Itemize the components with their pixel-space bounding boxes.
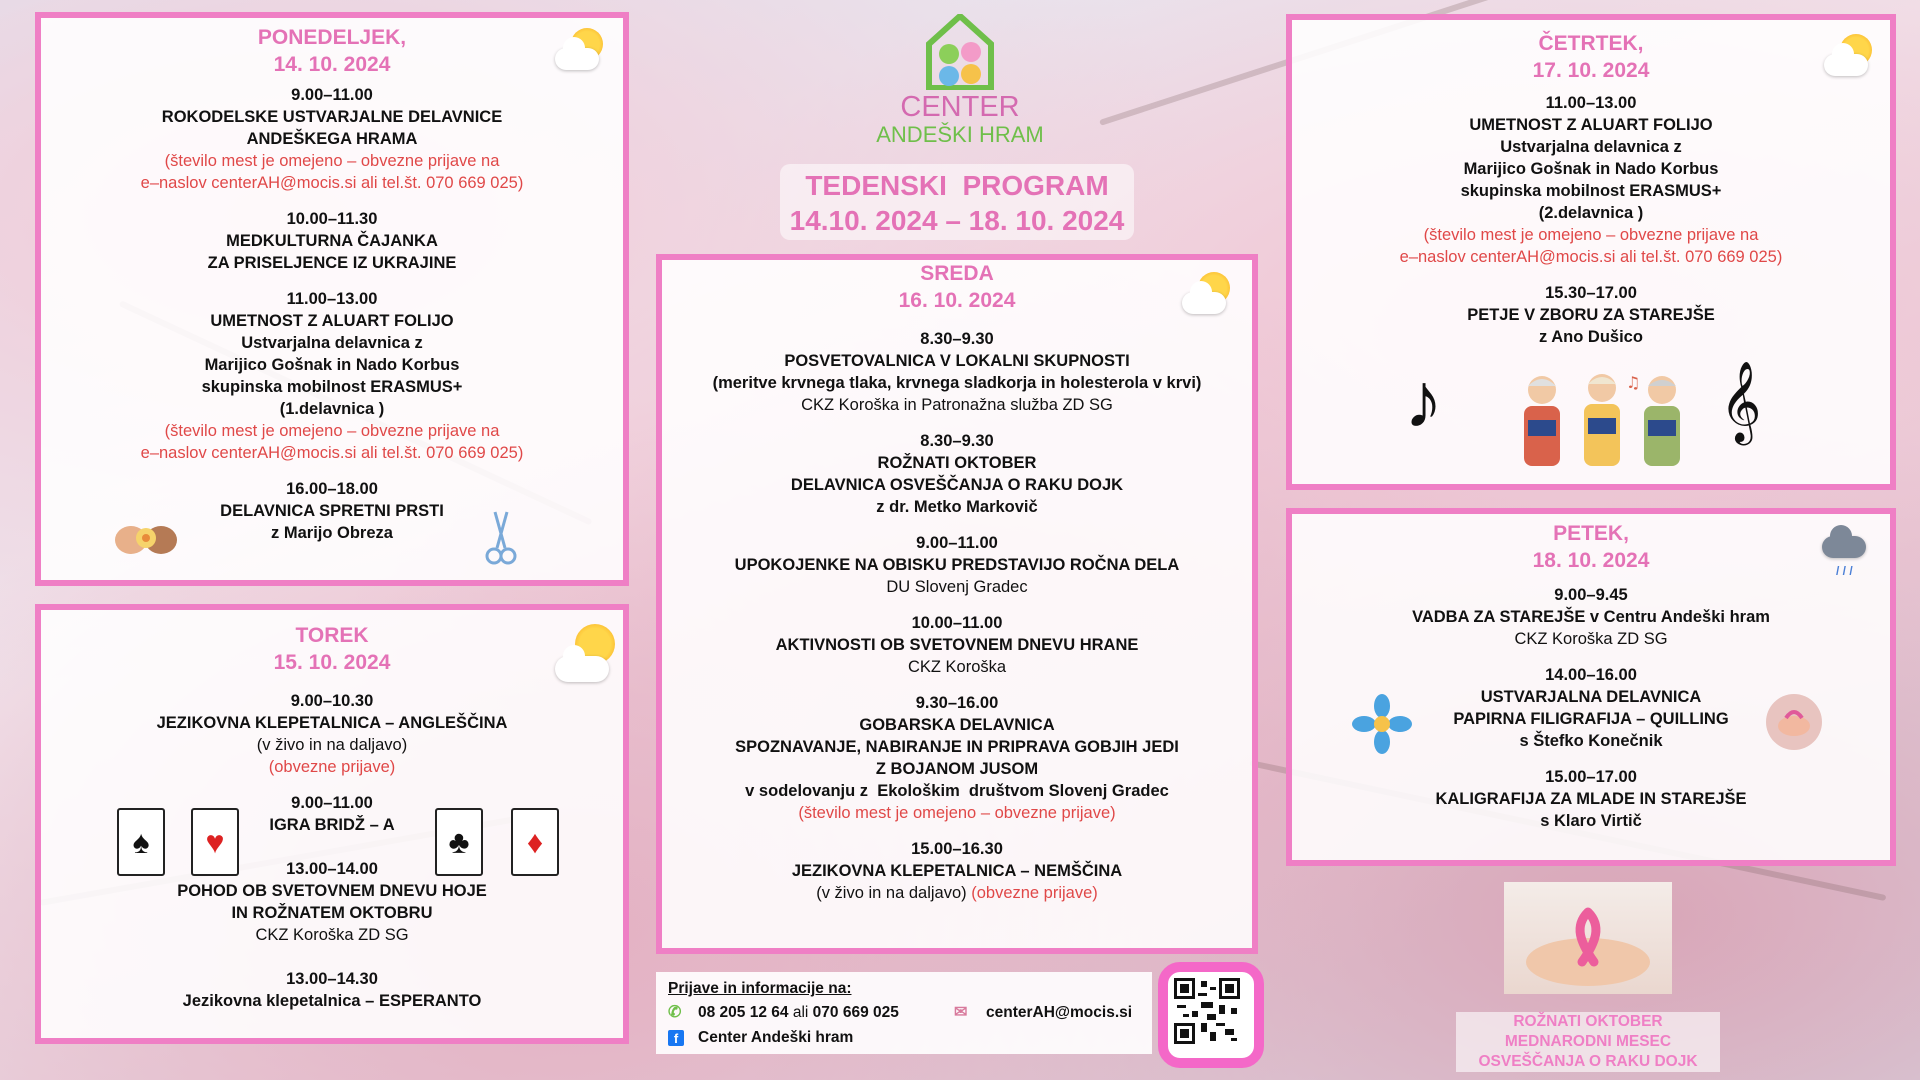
logo-center: CENTER [900,91,1020,123]
event: 15.00–17.00 KALIGRAFIJA ZA MLADE IN STAREJŠE s Klaro Virtič [1435,768,1747,830]
quilling-hands-icon [1764,692,1824,752]
event: 9.00–10.30 JEZIKOVNA KLEPETALNICA – ANGLEŠČINA (v živo in na daljavo) (obvezne prijave) [156,692,508,776]
day-date: 18. 10. 2024 [1532,549,1650,572]
sun-cloud-icon [1178,270,1236,318]
contact-heading: Prijave in informacije na: [668,980,852,997]
event: 9.00–11.00 ROKODELSKE USTVARJALNE DELAVNICE ANDEŠKEGA HRAMA (število mest je omejeno – obvezne prijave na e–naslov centerAH@mocis.si ali tel.št. 070 669 025) [140,86,524,192]
title-dates: 14.10. 2024 – 18. 10. 2024 [789,205,1125,236]
day-date: 16. 10. 2024 [898,289,1016,312]
event: 10.00–11.30 MEDKULTURNA ČAJANKA ZA PRISELJENCE IZ UKRAJINE [207,210,457,272]
sun-cloud-icon [551,622,621,686]
mail-icon: ✉ [954,1004,968,1021]
svg-text:♫: ♫ [1626,373,1641,392]
event: 9.30–16.00 GOBARSKA DELAVNICA SPOZNAVANJE, NABIRANJE IN PRIPRAVA GOBJIH JEDI Z BOJANOM JUSOM v sodelovanju z Ekološkim društvom Slovenj Gradec (število mest je omejeno – obvezne prijave) [735,694,1179,822]
event-note: (obvezne prijave) [971,884,1098,902]
thursday-panel [1286,14,1896,490]
event: 10.00–11.00 AKTIVNOSTI OB SVETOVNEM DNEVU HRANE CKZ Koroška [775,614,1139,676]
pink-october-caption [1456,1012,1720,1072]
logo [860,14,1060,154]
phone-number-mobile[interactable]: 070 669 025 [812,1004,899,1021]
phone-number[interactable]: 08 205 12 64 [698,1004,789,1021]
logo-name: ANDEŠKI HRAM [876,122,1044,147]
day-date: 14. 10. 2024 [273,53,391,76]
caption-line: OSVEŠČANJA O RAKU DOJK [1456,1052,1720,1072]
scissors-icon [481,508,521,568]
quilling-flower-icon [1352,694,1412,754]
day-date: 15. 10. 2024 [273,651,391,674]
event: 9.00–11.00 UPOKOJENKE NA OBISKU PREDSTAVIJO ROČNA DELA DU Slovenj Gradec [734,534,1180,596]
caption-line: ROŽNATI OKTOBER [1456,1012,1720,1032]
facebook-link[interactable]: Center Andeški hram [698,1029,854,1046]
tuesday-panel [35,604,629,1044]
day-heading: SREDA [920,262,994,285]
event: 15.30–17.00 PETJE V ZBORU ZA STAREJŠE z Ano Dušico [1467,284,1715,346]
facebook-icon: f [668,1030,684,1046]
event: 9.00–11.00 IGRA BRIDŽ – A [269,794,395,834]
monday-panel [35,12,629,586]
event: 15.00–16.30 JEZIKOVNA KLEPETALNICA – NEMŠČINA (v živo in na daljavo) (obvezne prijave) [791,840,1123,902]
event: 13.00–14.00 POHOD OB SVETOVNEM DNEVU HOJE IN ROŽNATEM OKTOBRU CKZ Koroška ZD SG [177,860,487,944]
phone-separator: ali [792,1004,809,1021]
day-heading: ČETRTEK, [1538,32,1644,55]
diamond-card-icon: ♦ [511,808,559,876]
event: 14.00–16.00 USTVARJALNA DELAVNICA PAPIRNA FILIGRAFIJA – QUILLING s Štefko Konečnik [1453,666,1729,750]
phone-icon: ✆ [668,1004,682,1021]
title-line: TEDENSKI PROGRAM [805,170,1109,201]
event: 13.00–14.30 Jezikovna klepetalnica – ESPERANTO [182,970,482,1010]
club-card-icon: ♣ [435,808,483,876]
caption-line: MEDNARODNI MESEC [1456,1032,1720,1052]
heart-card-icon: ♥ [191,808,239,876]
event: 16.00–18.00 DELAVNICA SPRETNI PRSTI z Marijo Obreza [220,480,444,542]
email-link[interactable]: centerAH@mocis.si [986,1004,1133,1021]
music-note-icon: ♪ [1404,356,1443,444]
program-title [780,164,1134,240]
sun-cloud-icon [551,26,609,74]
wednesday-panel [656,254,1258,954]
contact-box [656,972,1152,1054]
event-sub: (v živo in na daljavo) [816,884,967,902]
event: 9.00–9.45 VADBA ZA STAREJŠE v Centru Andeški hram CKZ Koroška ZD SG [1412,586,1770,648]
day-heading: PETEK, [1553,522,1629,545]
event: 11.00–13.00 UMETNOST Z ALUART FOLIJO Ustvarjalna delavnica z Marijico Gošnak in Nado Korbus skupinska mobilnost ERASMUS+ (2.delavnica ) (število mest je omejeno – obvezne prijave na e–naslov centerAH@mocis.si ali tel.št. 070 669 025) [1399,94,1783,266]
sun-cloud-icon [1820,32,1878,80]
rain-cloud-icon: / / / [1818,524,1876,572]
house-faces-icon [925,14,995,90]
treble-clef-icon: 𝄞 [1720,360,1762,442]
day-heading: PONEDELJEK, [257,26,407,49]
day-heading: TOREK [295,624,369,647]
handcraft-icon [111,516,181,560]
event: 11.00–13.00 UMETNOST Z ALUART FOLIJO Ustvarjalna delavnica z Marijico Gošnak in Nado Korbus skupinska mobilnost ERASMUS+ (1.delavnica ) (število mest je omejeno – obvezne prijave na e–naslov centerAH@mocis.si ali tel.št. 070 669 025) [140,290,524,462]
pink-ribbon-image [1504,882,1672,994]
day-date: 17. 10. 2024 [1532,59,1650,82]
event: 8.30–9.30 POSVETOVALNICA V LOKALNI SKUPNOSTI (meritve krvnega tlaka, krvnega sladkorja in holesterola v krvi) CKZ Koroška in Patronažna služba ZD SG [712,330,1202,414]
event: 8.30–9.30 ROŽNATI OKTOBER DELAVNICA OSVEŠČANJA O RAKU DOJK z dr. Metko Markovič [790,432,1124,516]
choir-singers-icon [1502,368,1702,468]
friday-panel [1286,508,1896,866]
spade-card-icon: ♠ [117,808,165,876]
qr-code[interactable] [1158,962,1264,1068]
